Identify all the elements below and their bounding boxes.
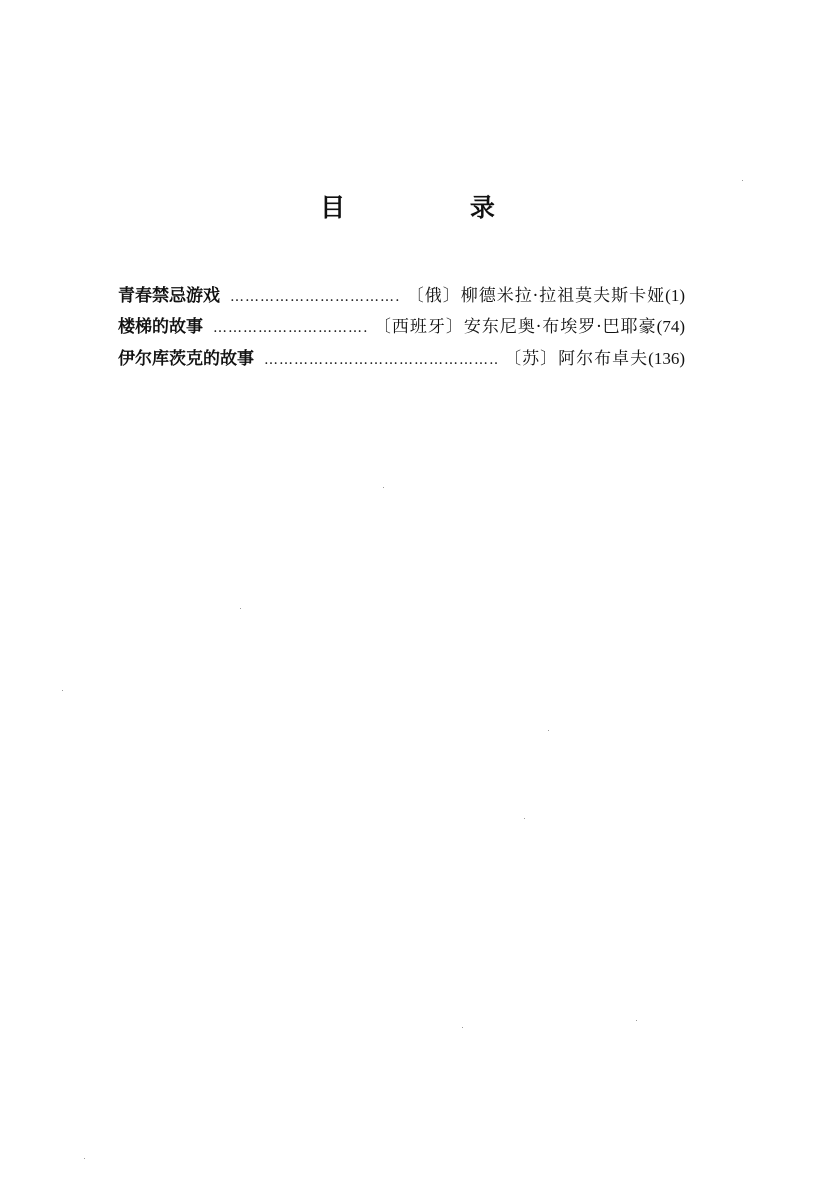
toc-entry-title: 楼梯的故事	[118, 317, 203, 337]
toc-leader-dots	[230, 282, 401, 313]
toc-entry-page: (1)	[665, 286, 685, 305]
toc-entry-author: 〔俄〕柳德米拉·拉祖莫夫斯卡娅	[406, 286, 666, 306]
scan-speck	[524, 818, 525, 819]
scan-speck	[62, 690, 63, 691]
toc-leader-dots	[264, 345, 498, 376]
scan-speck	[84, 1158, 85, 1159]
toc-entry-author: 〔西班牙〕安东尼奥·布埃罗·巴耶豪	[373, 317, 657, 337]
toc-entry-author: 〔苏〕阿尔布卓夫	[504, 349, 649, 369]
scan-speck	[462, 1027, 463, 1028]
table-of-contents	[118, 280, 685, 374]
toc-heading: 目 录	[320, 193, 553, 222]
scan-speck	[742, 180, 743, 181]
scan-speck	[383, 487, 384, 488]
toc-leader-dots	[213, 312, 368, 344]
scan-speck	[240, 608, 241, 609]
toc-entry[interactable]	[118, 280, 685, 311]
toc-entry[interactable]	[118, 343, 685, 374]
toc-entry-title: 青春禁忌游戏	[118, 286, 220, 306]
toc-entry-page: (136)	[648, 349, 685, 368]
scan-speck	[636, 1020, 637, 1021]
toc-entry-title: 伊尔库茨克的故事	[118, 349, 254, 369]
toc-entry-page: (74)	[656, 317, 685, 336]
toc-entry[interactable]	[118, 311, 685, 343]
scan-speck	[548, 730, 549, 731]
